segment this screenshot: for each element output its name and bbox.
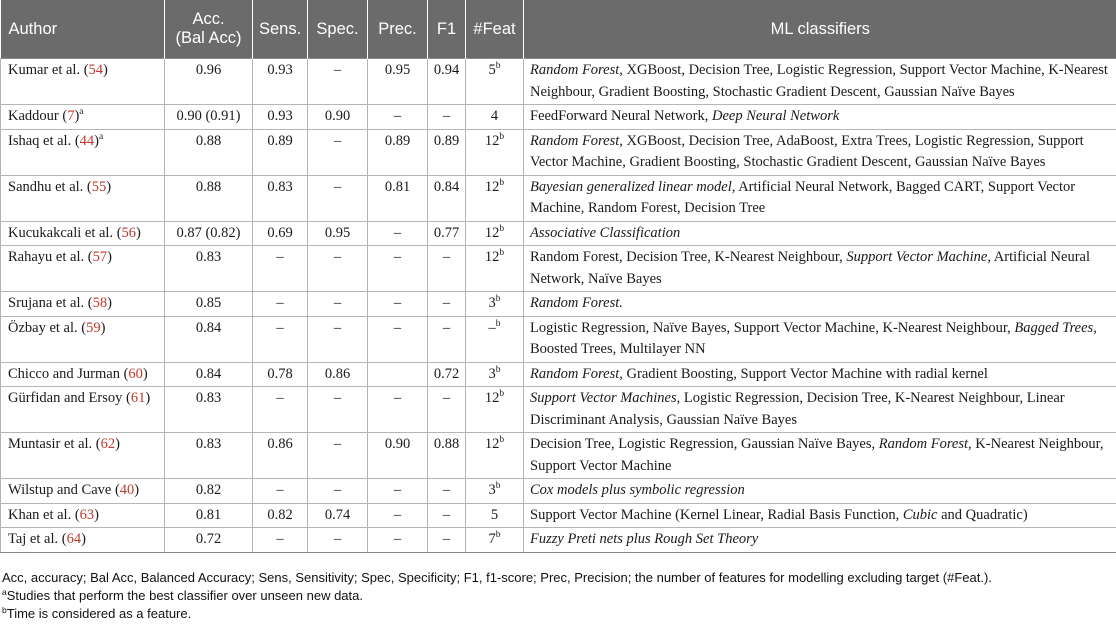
reference-close-paren: ) [136,224,141,241]
author-name: Rahayu et al. ( [8,249,93,265]
classifier-text: , Boosted Trees, Multilayer NN [530,319,1097,357]
reference-close-paren: ) [100,319,106,336]
features-cell [466,292,524,317]
classifier-text: , XGBoost, Decision Tree, AdaBoost, Extra Trees, Logistic Regression, Support Vector Machine, Gradient Boosting, Stochastic Gradient Descent, Gaussian Naïve Bayes [530,132,1084,170]
classifier-text: Random Forest, Decision Tree, K-Nearest Neighbour, [530,249,847,265]
footnote-marker: a [99,131,104,142]
f1-cell: – [428,503,466,528]
specificity-cell: – [308,479,368,504]
classifier-text: , Gradient Boosting, Support Vector Machine with radial kernel [619,365,988,382]
best-classifier: Deep Neural Network [712,108,840,124]
reference-close-paren: ) [145,390,151,406]
classifiers-cell [524,59,1116,105]
footnote-a-text: Studies that perform the best classifier over unseen new data. [6,588,363,603]
reference-number: 62 [100,436,116,452]
sensitivity-cell: 0.82 [253,503,308,528]
reference-close-paren: ) [142,365,148,382]
best-classifier: Bagged Trees [1014,319,1094,336]
features-value: 12 [484,178,500,195]
features-value: 3 [488,482,496,498]
best-classifier: Random Forest [530,365,620,382]
accuracy-cell: 0.96 [165,59,253,105]
best-classifier: Support Vector Machines [530,390,677,406]
classifiers-cell [524,246,1116,292]
author-cell [1,479,165,504]
classifiers-cell [524,387,1116,433]
classifier-text: , XGBoost, Decision Tree, Logistic Regression, Support Vector Machine, K-Nearest Neighbour, Gradient Boosting, Stochastic Gradient Descent, Gaussian Naïve Bayes [530,62,1108,100]
accuracy-cell: 0.81 [165,503,253,528]
footnote-b-mark: b [2,605,7,615]
reference-close-paren: ) [115,436,120,452]
table-row [1,175,1116,221]
classifiers-cell [524,105,1116,130]
sensitivity-cell: 0.89 [253,129,308,175]
footnote-abbreviations: Acc, accuracy; Bal Acc, Balanced Accuracy; Sens, Sensitivity; Spec, Specificity; F1, f1-score; Prec, Precision; the number of features for modelling excluding target (#Feat.). [2,570,992,585]
specificity-cell: – [308,246,368,292]
footnote-b [2,605,1112,623]
precision-cell: – [368,387,428,433]
reference-close-paren: ) [94,132,100,149]
footnote-a [2,587,1112,605]
features-cell [466,387,524,433]
sensitivity-cell: 0.83 [253,175,308,221]
header-precision: Prec. [368,0,428,59]
classifiers-cell [524,175,1116,221]
table-row [1,316,1116,362]
footnote-marker: b [495,364,501,375]
footnote-marker: b [499,223,505,234]
f1-cell: 0.94 [428,59,466,105]
precision-cell: – [368,479,428,504]
table-row [1,292,1116,317]
accuracy-cell: 0.84 [165,316,253,362]
author-cell [1,316,165,362]
accuracy-cell: 0.90 (0.91) [165,105,253,130]
author-cell [1,528,165,553]
footnote-a-mark: a [2,587,7,597]
classifier-text: Logistic Regression, Naïve Bayes, Support Vector Machine, K-Nearest Neighbour, [530,319,1015,336]
features-value: 5 [490,506,499,523]
classifiers-cell [524,362,1116,387]
f1-cell: 0.77 [428,221,466,246]
features-value: 12 [484,132,500,149]
header-f1: F1 [428,0,466,59]
classifiers-cell [524,503,1116,528]
footnote-marker: b [495,294,501,304]
author-cell [1,292,165,317]
features-cell [466,221,524,246]
specificity-cell: – [308,292,368,317]
specificity-cell: – [308,387,368,433]
table-row [1,362,1116,387]
specificity-cell: 0.74 [308,503,368,528]
f1-cell: – [428,246,466,292]
precision-cell: – [368,503,428,528]
specificity-cell: 0.86 [308,362,368,387]
accuracy-cell: 0.84 [165,362,253,387]
reference-number: 63 [79,506,95,523]
author-name: Gürfidan and Ersoy ( [8,390,131,406]
reference-close-paren: ) [134,482,140,498]
best-classifier: Cubic [902,506,938,523]
header-accuracy [165,0,253,59]
table-row [1,129,1116,175]
features-cell [466,528,524,553]
author-cell [1,129,165,175]
best-classifier: Cox models plus symbolic regression [530,482,745,498]
precision-cell: – [368,105,428,130]
reference-number: 64 [66,531,82,547]
best-classifier: Random Forest [530,132,620,149]
author-name: Muntasir et al. ( [8,436,101,452]
author-cell [1,246,165,292]
f1-cell: – [428,105,466,130]
precision-cell: 0.81 [368,175,428,221]
table-row [1,387,1116,433]
reference-close-paren: ) [106,178,112,195]
precision-cell: – [368,528,428,553]
author-name: Chicco and Jurman ( [8,365,129,382]
footnote-marker: b [495,481,501,491]
f1-cell: – [428,387,466,433]
reference-close-paren: ) [74,108,80,124]
specificity-cell: – [308,528,368,553]
precision-cell: 0.90 [368,433,428,479]
f1-cell: 0.84 [428,175,466,221]
table-footnotes [2,569,1112,623]
reference-close-paren: ) [94,506,100,523]
features-value: 12 [484,390,500,406]
reference-number: 44 [79,132,95,149]
features-cell [466,362,524,387]
reference-number: 58 [92,295,108,311]
author-name: Sandhu et al. ( [8,178,92,195]
footnote-marker: a [79,107,84,117]
classifier-text: Support Vector Machine (Kernel Linear, Radial Basis Function, [530,506,903,523]
features-value: 7 [488,531,496,547]
table-body [1,59,1116,553]
reference-number: 54 [88,62,104,78]
footnote-marker: b [495,530,501,540]
features-value: 5 [488,62,496,78]
classifiers-cell [524,316,1116,362]
features-value: 12 [484,436,500,452]
author-name: Kucukakcali et al. ( [8,224,122,241]
table-row [1,221,1116,246]
features-cell [466,246,524,292]
classifier-text: , Artificial Neural Network, Naïve Bayes [530,249,1090,287]
features-cell [466,175,524,221]
author-name: Kumar et al. ( [8,62,89,78]
f1-cell: – [428,479,466,504]
best-classifier: Associative Classification [530,224,681,241]
sensitivity-cell: 0.78 [253,362,308,387]
sensitivity-cell: – [253,387,308,433]
reference-close-paren: ) [107,249,112,265]
accuracy-cell: 0.88 [165,175,253,221]
accuracy-cell: 0.82 [165,479,253,504]
sensitivity-cell: – [253,528,308,553]
f1-cell: – [428,528,466,553]
author-cell [1,221,165,246]
footnote-marker: b [499,177,505,188]
specificity-cell: – [308,59,368,105]
sensitivity-cell: 0.86 [253,433,308,479]
sensitivity-cell: 0.93 [253,105,308,130]
features-cell [466,503,524,528]
sensitivity-cell: 0.93 [253,59,308,105]
header-ml-classifiers: ML classifiers [524,0,1116,59]
footnote-marker: b [499,248,505,258]
sensitivity-cell: – [253,246,308,292]
features-value: 3 [488,295,496,311]
features-cell [466,316,524,362]
f1-cell: – [428,292,466,317]
header-accuracy-text: Acc. (Bal Acc) [175,10,242,47]
sensitivity-cell: 0.69 [253,221,308,246]
table-row [1,246,1116,292]
precision-cell [368,362,428,387]
classifier-text: , Logistic Regression, Decision Tree, K-Nearest Neighbour, Linear Discriminant Analysis, Gaussian Naïve Bayes [530,390,1065,428]
best-classifier: Bayesian generalized linear model [530,178,732,195]
reference-number: 60 [128,365,143,382]
table-row [1,503,1116,528]
f1-cell: 0.88 [428,433,466,479]
classifiers-cell [524,433,1116,479]
accuracy-cell: 0.83 [165,433,253,479]
reference-number: 61 [130,390,146,406]
specificity-cell: – [308,175,368,221]
sensitivity-cell: – [253,292,308,317]
features-cell [466,59,524,105]
author-cell [1,175,165,221]
footnote-marker: b [495,318,501,329]
reference-number: 7 [67,108,75,124]
accuracy-cell: 0.88 [165,129,253,175]
header-sensitivity: Sens. [253,0,308,59]
precision-cell: 0.95 [368,59,428,105]
classifiers-cell [524,292,1116,317]
footnote-marker: b [499,131,505,142]
author-cell [1,362,165,387]
features-value: 3 [488,365,496,382]
classifiers-cell [524,129,1116,175]
best-classifier: Support Vector Machine [846,249,988,265]
precision-cell: – [368,292,428,317]
precision-cell: – [368,246,428,292]
f1-cell: 0.89 [428,129,466,175]
features-value: 12 [484,224,500,241]
accuracy-cell: 0.85 [165,292,253,317]
classifiers-cell [524,528,1116,553]
author-cell [1,387,165,433]
classifier-text: FeedForward Neural Network, [530,108,713,124]
author-name: Ishaq et al. ( [8,132,80,149]
footnote-marker: b [499,389,505,399]
author-name: Wilstup and Cave ( [8,482,120,498]
precision-cell: 0.89 [368,129,428,175]
best-classifier: Random Forest [878,436,969,452]
best-classifier: Random Forest [530,62,620,78]
features-value: 12 [484,249,500,265]
f1-cell: 0.72 [428,362,466,387]
features-cell [466,105,524,130]
reference-number: 40 [119,482,135,498]
table-row [1,433,1116,479]
reference-number: 56 [121,224,137,241]
sensitivity-cell: – [253,316,308,362]
author-cell [1,433,165,479]
author-name: Özbay et al. ( [8,319,87,336]
author-cell [1,59,165,105]
sensitivity-cell: – [253,479,308,504]
best-classifier: Fuzzy Preti nets plus Rough Set Theory [530,531,759,547]
features-value: 4 [490,108,499,124]
reference-number: 59 [86,319,101,336]
features-value: – [488,319,496,336]
author-name: Srujana et al. ( [8,295,93,311]
classifier-text: , Artificial Neural Network, Bagged CART, Support Vector Machine, Random Forest, Decision Tree [530,178,1076,216]
specificity-cell: – [308,433,368,479]
author-cell [1,503,165,528]
table-row [1,479,1116,504]
author-name: Khan et al. ( [8,506,80,523]
specificity-cell: 0.90 [308,105,368,130]
author-name: Taj et al. ( [8,531,67,547]
reference-close-paren: ) [107,295,112,311]
table-row [1,105,1116,130]
table-header-row [1,0,1116,59]
classifiers-cell [524,479,1116,504]
footnote-b-text: Time is considered as a feature. [6,606,192,621]
accuracy-cell: 0.83 [165,246,253,292]
classifier-text: Decision Tree, Logistic Regression, Gaussian Naïve Bayes, [530,436,879,452]
best-classifier: Random Forest. [530,295,623,311]
accuracy-cell: 0.87 (0.82) [165,221,253,246]
specificity-cell: – [308,316,368,362]
classifiers-cell [524,221,1116,246]
table-row [1,59,1116,105]
precision-cell: – [368,316,428,362]
f1-cell: – [428,316,466,362]
reference-number: 57 [92,249,108,265]
author-cell [1,105,165,130]
header-features: #Feat [466,0,524,59]
accuracy-cell: 0.72 [165,528,253,553]
footnote-marker: b [499,435,505,445]
specificity-cell: – [308,129,368,175]
footnote-marker: b [495,61,501,71]
precision-cell: – [368,221,428,246]
classifier-text: , K-Nearest Neighbour, Support Vector Machine [530,436,1104,474]
reference-number: 55 [91,178,107,195]
accuracy-cell: 0.83 [165,387,253,433]
table-row [1,528,1116,553]
features-cell [466,433,524,479]
author-name: Kaddour ( [8,108,68,124]
features-cell [466,129,524,175]
features-cell [466,479,524,504]
reference-close-paren: ) [103,62,108,78]
header-specificity: Spec. [308,0,368,59]
reference-close-paren: ) [81,531,86,547]
classifier-text: and Quadratic) [937,506,1028,523]
specificity-cell: 0.95 [308,221,368,246]
header-author: Author [1,0,165,59]
